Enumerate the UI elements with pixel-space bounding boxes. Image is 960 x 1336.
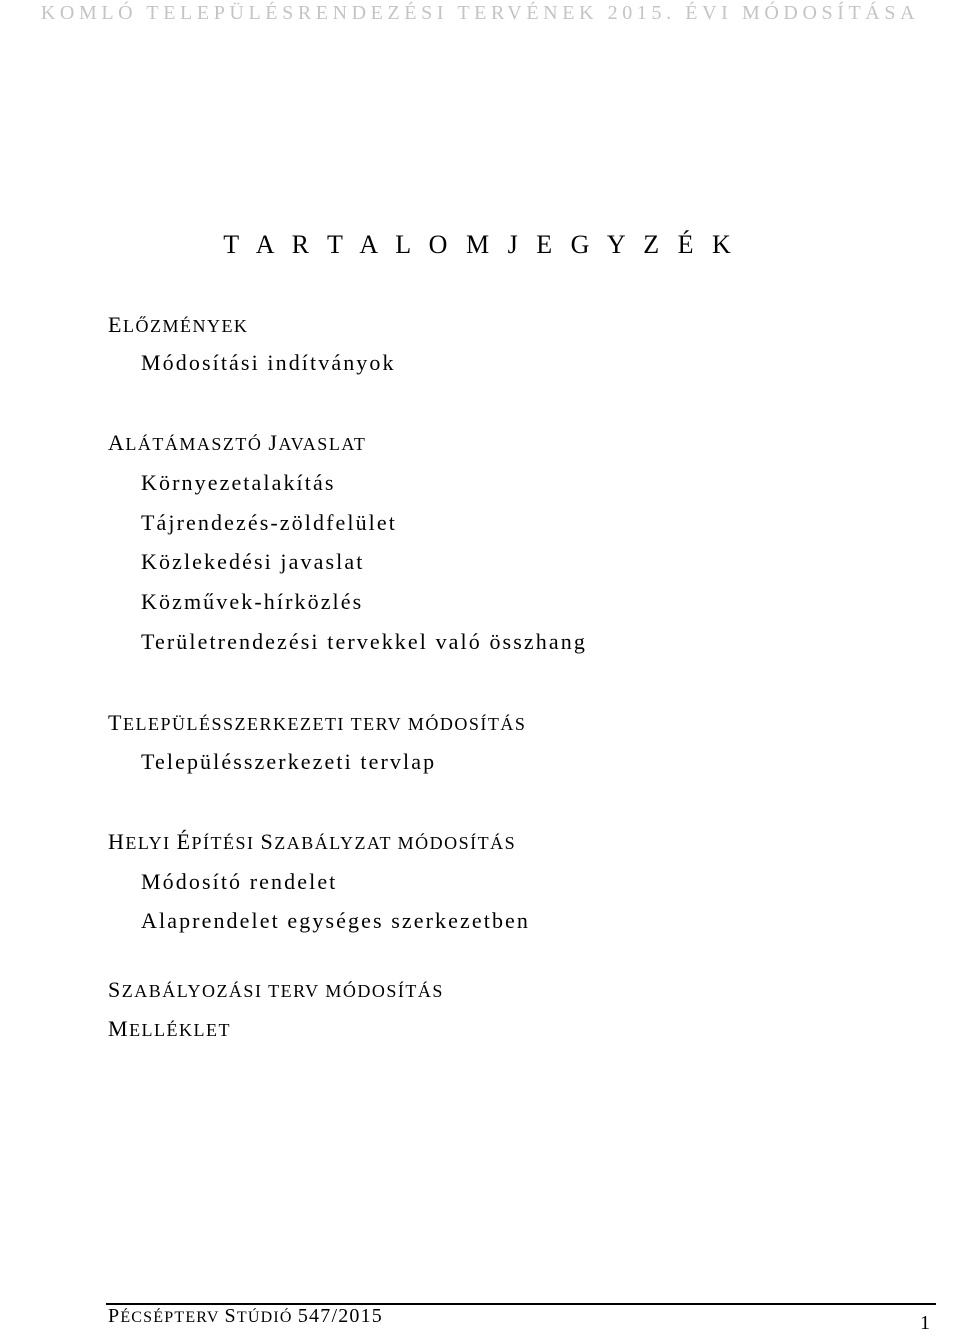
section-initial: A	[108, 430, 126, 455]
footer-doc-number: 547/2015	[297, 1305, 384, 1327]
toc-item: Környezetalakítás	[141, 470, 336, 495]
page-number: 1	[920, 1312, 930, 1334]
section-initial: S	[260, 829, 275, 854]
section-initial: H	[108, 829, 126, 854]
section-rest: LÁTÁMASZTÓ	[125, 434, 269, 454]
section-initial: J	[268, 430, 279, 455]
toc-item: Alaprendelet egységes szerkezetben	[141, 908, 531, 933]
footer-initial: S	[224, 1305, 237, 1327]
toc-item: Közlekedési javaslat	[141, 549, 365, 574]
toc-item: Módosító rendelet	[141, 869, 338, 894]
section-initial: S	[108, 977, 122, 1002]
footer-text: TÚDIÓ	[236, 1309, 298, 1326]
running-header: KOMLÓ TELEPÜLÉSRENDEZÉSI TERVÉNEK 2015. ÉVI MÓDOSÍTÁSA	[40, 2, 920, 24]
toc-item: Településszerkezeti tervlap	[141, 749, 437, 774]
toc-item: Területrendezési tervekkel való összhang	[141, 629, 587, 654]
toc-item: Tájrendezés-zöldfelület	[141, 510, 397, 535]
footer-initial: P	[108, 1305, 121, 1327]
toc-item: Módosítási indítványok	[141, 350, 396, 375]
section-initial: E	[108, 312, 123, 337]
section-initial: T	[108, 710, 123, 735]
section-rest: PÍTÉSI	[191, 833, 261, 853]
section-initial: É	[176, 829, 192, 854]
section-rest: ZABÁLYOZÁSI TERV MÓDOSÍTÁS	[121, 981, 444, 1001]
section-rest: AVASLAT	[278, 434, 367, 454]
section-rest: ELLÉKLET	[129, 1020, 232, 1040]
toc-item: Közművek-hírközlés	[141, 589, 364, 614]
toc-section-telepulesszerkezeti-terv	[108, 710, 526, 736]
toc-section-melleklet	[108, 1016, 231, 1042]
toc-section-alatamaszto-javaslat	[108, 430, 366, 456]
footer-studio	[108, 1305, 383, 1328]
toc-section-elozmenyek	[108, 312, 248, 338]
toc-section-helyi-epitesi-szabalyzat	[108, 829, 516, 855]
toc-section-szabalyozasi-terv	[108, 977, 444, 1003]
section-initial: M	[108, 1016, 130, 1041]
footer-text: ÉCSÉPTERV	[120, 1309, 225, 1326]
section-rest: ELEPÜLÉSSZERKEZETI TERV MÓDOSÍTÁS	[122, 714, 527, 734]
section-rest: ELYI	[125, 833, 177, 853]
toc-title: T A R T A L O M J E G Y Z É K	[223, 230, 737, 259]
section-rest: LŐZMÉNYEK	[122, 316, 249, 336]
section-rest: ZABÁLYZAT MÓDOSÍTÁS	[274, 833, 517, 853]
